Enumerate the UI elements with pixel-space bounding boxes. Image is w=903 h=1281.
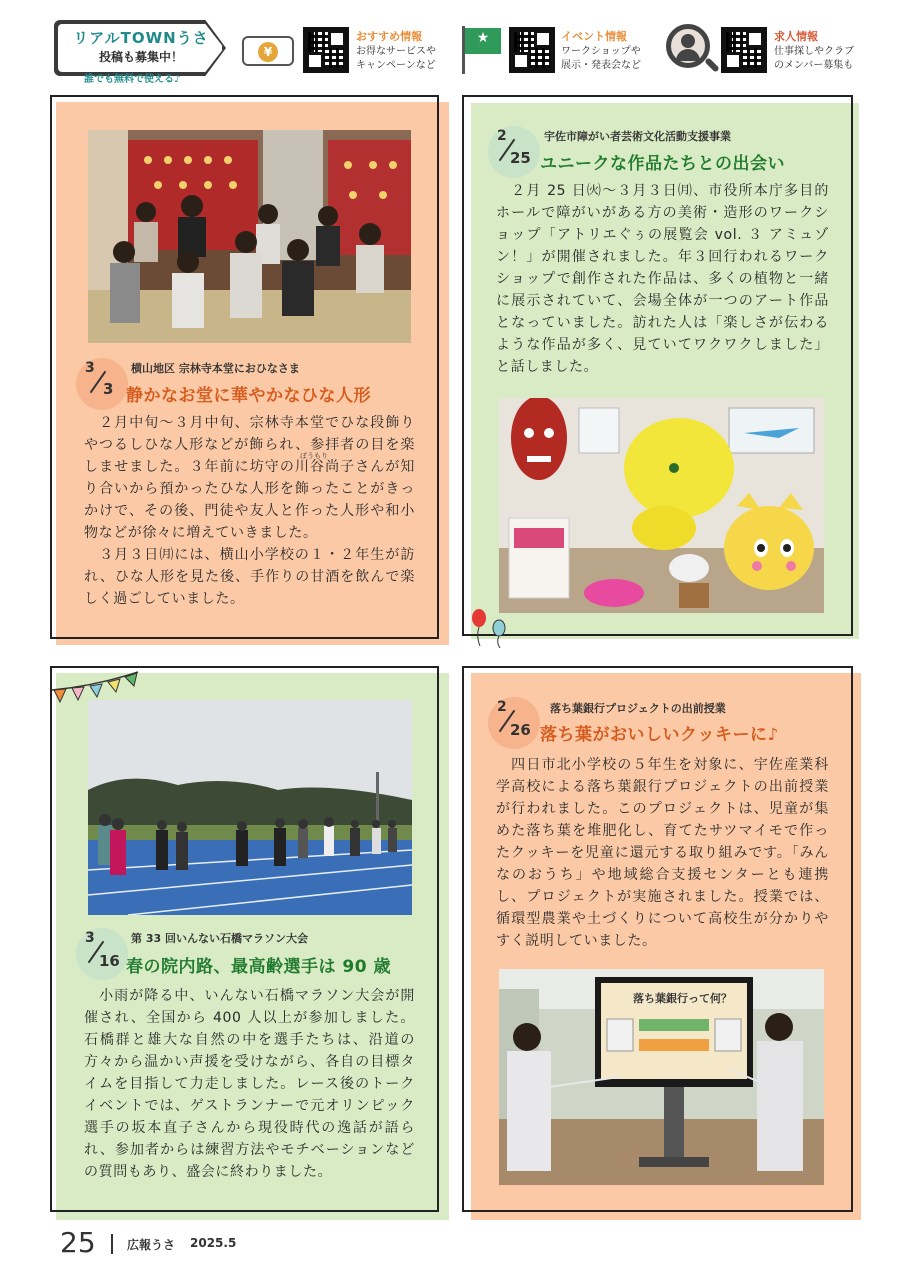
hina-date-day: 3 [103, 380, 114, 398]
leaves-screen-title: 落ち葉銀行って何？ [633, 992, 732, 1005]
art-body: ２月 25 日㈫～３月３日㈪、市役所本庁多目的ホールで障がいがある方の美術・造形のワークショップ「アトリエぐぅの展覧会 vol. ３ アミュゾン！」が開催されました。年３回行われるワークショップで創作された作品は、多くの植物と一緒に展示されていて、会場全体が一つのアート作品となっていました。訪れた人は「楽しさが伝わるような作品が多く、見ていてワクワクしました」と話しました。 [496, 183, 829, 375]
hina-body: ２月中旬～３月中旬、宗林寺本堂でひな段飾りやつるしひな人形などが飾られ、参拝者の目を楽しませました。３年前に坊守の川谷尚子さんが知り合いから預かったひな人形を飾ったことがきっかけで、その後、門徒や友人と作った人形や和小物などが徐々に増えていきました。 ３月３日㈪には、横山小学校の１・２年生が訪れ、ひな人形を見た後、手作りの甘酒を飲んで楽しく過ごしていました。 [84, 415, 415, 607]
marathon-date-day: 16 [99, 952, 120, 970]
hina-ruby: ぼうもり [300, 452, 328, 460]
leaves-date-day: 26 [510, 721, 531, 739]
marathon-photo [88, 700, 412, 915]
hina-date-month: 3 [85, 360, 95, 376]
town-title: リアルTOWNうさ [73, 29, 209, 47]
publication-name: 広報うさ [127, 1238, 176, 1252]
category-desc-job-1: 仕事探しやクラブ [774, 46, 854, 57]
leaves-body: 四日市北小学校の５年生を対象に、宇佐産業科学高校による落ち葉銀行プロジェクトの出前授業が行われました。このプロジェクトは、児童が集めた落ち葉を堆肥化し、育てたサツマイモで作ったクッキーを児童に還元する取り組みです。「みんなのおうち」や地域総合支援センターとも連携し、プロジェクトが実施されました。授業では、循環型農業や土づくりについて高校生が分かりやすく説明していました。 [496, 757, 829, 949]
category-desc-recommend-1: お得なサービスや [356, 46, 436, 57]
town-free-note: 誰でも無料で使える♪ [84, 74, 181, 85]
art-date-month: 2 [497, 128, 507, 144]
hina-date-badge [76, 358, 128, 410]
category-title-event: イベント情報 [561, 30, 627, 43]
hina-photo [88, 130, 411, 343]
category-desc-event-1: ワークショップや [561, 46, 641, 57]
yen-coin-icon: ¥ [258, 42, 278, 62]
flag-icon [460, 26, 504, 74]
marathon-date-month: 3 [85, 930, 95, 946]
art-headline: ユニークな作品たちとの出会い [540, 154, 785, 174]
art-kicker: 宇佐市障がい者芸術文化活動支援事業 [544, 130, 731, 143]
category-title-recommend: おすすめ情報 [356, 30, 423, 43]
art-photo [499, 398, 824, 613]
star-icon: ★ [476, 30, 490, 46]
marathon-body: 小雨が降る中、いんない石橋マラソン大会が開催され、全国から 400 人以上が参加しました。石橋群と雄大な自然の中を選手たちは、沿道の方々から温かい声援を受けながら、各自の目標タイムを目指して力走しました。レース後のトークイベントでは、ゲストランナーで元オリンピック選手の坂本直子さんから現役時代の逸話が語られ、参加者からは練習方法やモチベーションなどの質問もあり、盛会に終わりました。 [84, 988, 415, 1180]
balloons-icon [466, 606, 510, 648]
footer-divider [111, 1234, 113, 1254]
ticket-icon [242, 36, 294, 66]
job-search-icon [666, 24, 718, 76]
hina-headline: 静かなお堂に華やかなひな人形 [126, 386, 371, 406]
qr-code-recommend[interactable] [303, 27, 349, 73]
leaves-headline: 落ち葉がおいしいクッキーに♪ [540, 725, 779, 745]
hina-kicker: 横山地区 宗林寺本堂におひなさま [131, 362, 300, 375]
art-date-day: 25 [510, 149, 531, 167]
category-desc-recommend-2: キャンペーンなど [356, 60, 436, 71]
category-desc-event-2: 展示・発表会など [561, 60, 641, 71]
page-number: 25 [60, 1226, 96, 1259]
category-desc-job-2: のメンバー募集も [774, 60, 854, 71]
leaves-date-month: 2 [497, 699, 507, 715]
category-title-job: 求人情報 [774, 30, 818, 43]
marathon-headline: 春の院内路、最高齢選手は 90 歳 [126, 957, 391, 977]
issue-date: 2025.5 [190, 1236, 237, 1250]
marathon-kicker: 第 33 回いんない石橋マラソン大会 [131, 932, 308, 945]
qr-code-job[interactable] [721, 27, 767, 73]
qr-code-event[interactable] [509, 27, 555, 73]
town-subtitle: 投稿も募集中！ [98, 50, 183, 64]
leaves-kicker: 落ち葉銀行プロジェクトの出前授業 [550, 702, 726, 715]
